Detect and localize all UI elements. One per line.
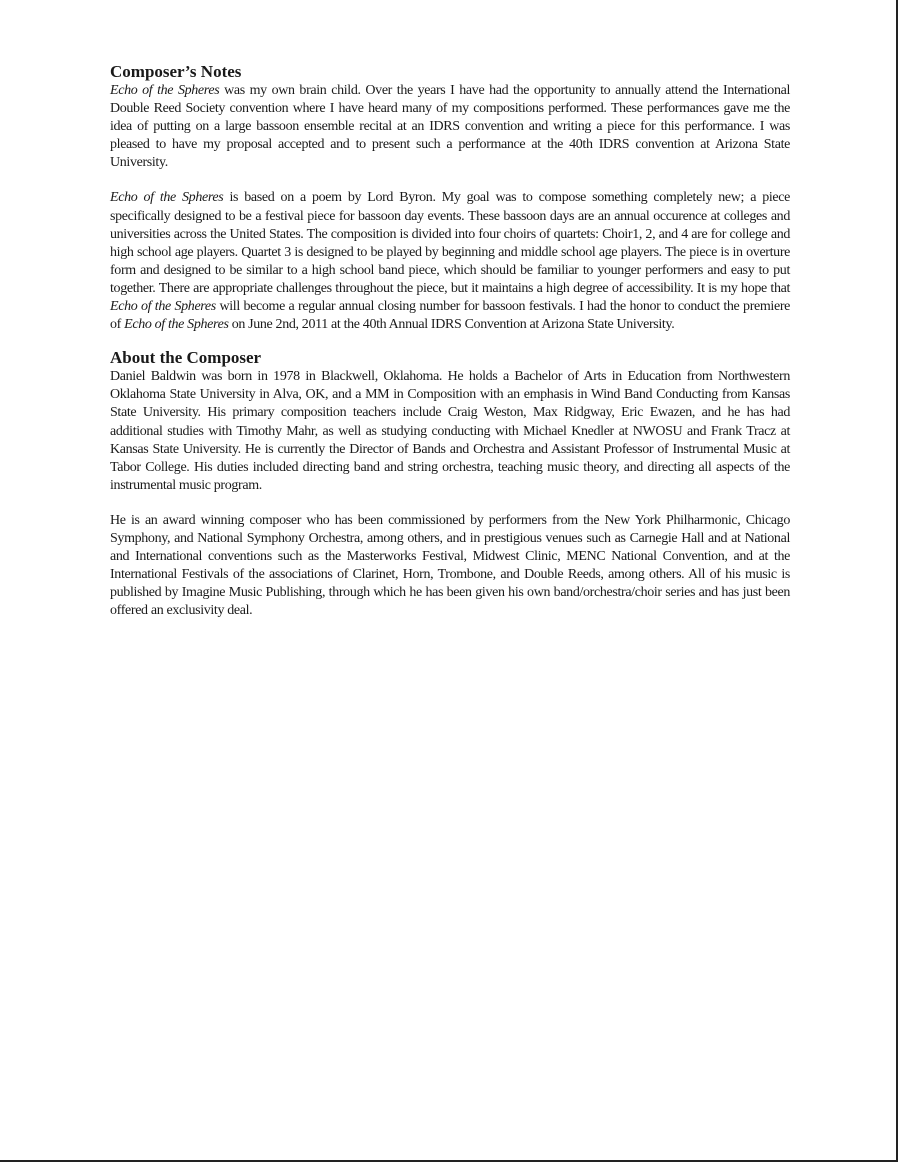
composer-notes-paragraph-2 bbox=[110, 189, 790, 334]
piece-title: Echo of the Spheres bbox=[110, 190, 224, 206]
composer-notes-heading: Composer’s Notes bbox=[110, 62, 242, 81]
paragraph-text: is based on a poem by Lord Byron. My goal was to compose something completely new; a piece specifically designed to be a festival piece for bassoon day events. These bassoon days are an annual occurence at colleges and universities across the United States. The composition is divided into four choirs of quartets: Choir1, 2, and 4 are for college and high school age players. Quartet 3 is designed to be played by beginning and middle school age players. The piece is in overture form and designed to be similar to a high school band piece, which should be familiar to younger performers and easy to put together. There are appropriate challenges throughout the piece, but it maintains a high degree of accessibility. It is my hope that bbox=[110, 190, 790, 296]
about-composer-paragraph-2: He is an award winning composer who has been commissioned by performers from the New York Philharmonic, Chicago Symphony, and National Symphony Orchestra, among others, and in prestigious venues such as Carnegie Hall and at National and International conventions such as the Masterworks Festival, Midwest Clinic, MENC National Convention, and at the International Festivals of the associations of Clarinet, Horn, Trombone, and Double Reeds, among others. All of his music is published by Imagine Music Publishing, through which he has been given his own band/orchestra/choir series and has just been offered an exclusivity deal. bbox=[110, 512, 790, 619]
composer-notes-paragraph-1 bbox=[110, 82, 790, 172]
paragraph-text: on June 2nd, 2011 at the 40th Annual IDRS Convention at Arizona State University. bbox=[228, 317, 675, 333]
about-composer-paragraph-1: Daniel Baldwin was born in 1978 in Blackwell, Oklahoma. He holds a Bachelor of Arts in Education from Northwestern Oklahoma State University in Alva, OK, and a MM in Composition with an emphasis in Wind Band Conducting from Kansas State University. His primary composition teachers include Craig Weston, Max Ridgway, Eric Ewazen, and he has had additional studies with Timothy Mahr, as well as studying conducting with Michael Knedler at NWOSU and Frank Tracz at Kansas State University. He is currently the Director of Bands and Orchestra and Assistant Professor of Instrumental Music at Tabor College. His duties included directing band and string orchestra, teaching music theory, and directing all aspects of the instrumental music program. bbox=[110, 369, 790, 493]
page-content bbox=[110, 62, 790, 620]
piece-title: Echo of the Spheres bbox=[124, 317, 229, 333]
about-composer-heading: About the Composer bbox=[110, 348, 262, 368]
paragraph-text: was my own brain child. Over the years I have had the opportunity to annually attend the International Double Reed Society convention where I have heard many of my compositions performed. These performances gave me the idea of putting on a large bassoon ensemble recital at an IDRS convention and writing a piece for this performance. I was pleased to have my proposal accepted and to present such a performance at the 40th IDRS convention at Arizona State University. bbox=[110, 83, 791, 171]
paragraph-text: will become a regular annual closing number for bassoon festivals. I had the honor to conduct the premiere of bbox=[110, 299, 790, 333]
piece-title: Echo of the Spheres bbox=[110, 299, 216, 315]
piece-title: Echo of the Spheres bbox=[110, 83, 220, 98]
